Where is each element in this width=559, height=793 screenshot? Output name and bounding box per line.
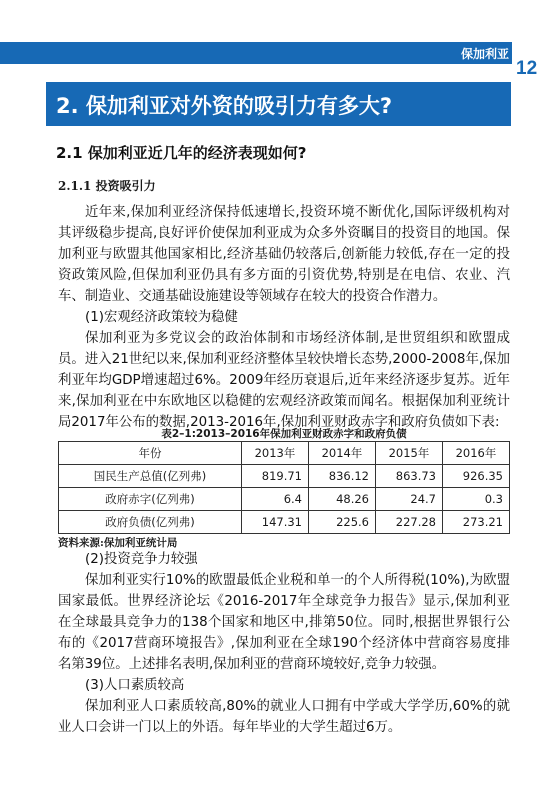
table-source: 资料来源:保加利亚统计局	[58, 537, 178, 549]
table-cell: 政府赤字(亿列弗)	[59, 488, 242, 511]
heading-macro-policy: (1)宏观经济政策较为稳健	[85, 310, 238, 325]
fiscal-table	[58, 441, 510, 534]
heading-population-quality: (3)人口素质较高	[85, 678, 185, 693]
table-cell: 227.28	[376, 511, 443, 534]
table-cell: 863.73	[376, 465, 443, 488]
body-block-1	[58, 202, 510, 433]
table-header-cell: 年份	[59, 442, 242, 465]
table-row	[59, 511, 510, 534]
table-row	[59, 465, 510, 488]
table-row	[59, 488, 510, 511]
table-cell: 政府负债(亿列弗)	[59, 511, 242, 534]
table-cell: 926.35	[443, 465, 510, 488]
table-cell: 6.4	[242, 488, 309, 511]
paragraph-macro-policy: 保加利亚为多党议会的政治体制和市场经济体制,是世贸组织和欧盟成员。进入21世纪以来,保加利亚经济整体呈较快增长态势,2000-2008年,保加利亚年均GDP增速超过6%。2009年经历衰退后,近年来经济逐步复苏。近年来,保加利亚在中东欧地区以稳健的宏观经济政策而闻名。根据保加利亚统计局2017年公布的数据,2013-2016年,保加利亚财政赤字和政府负债如下表:	[58, 331, 510, 430]
table-header-row	[59, 442, 510, 465]
paragraph-population-quality: 保加利亚人口素质较高,80%的就业人口拥有中学或大学学历,60%的就业人口会讲一门以上的外语。每年毕业的大学生超过6万。	[58, 699, 510, 735]
table-header-cell: 2015年	[376, 442, 443, 465]
table-cell: 147.31	[242, 511, 309, 534]
table-cell: 273.21	[443, 511, 510, 534]
section-title: 2.1 保加利亚近几年的经济表现如何?	[56, 144, 307, 162]
table-cell: 24.7	[376, 488, 443, 511]
body-block-2	[58, 549, 510, 738]
table-header-cell: 2014年	[309, 442, 376, 465]
table-cell: 48.26	[309, 488, 376, 511]
table-cell: 0.3	[443, 488, 510, 511]
header-band	[0, 42, 512, 64]
page-number: 12	[516, 58, 538, 79]
table-cell: 836.12	[309, 465, 376, 488]
table-cell: 225.6	[309, 511, 376, 534]
heading-competitiveness: (2)投资竞争力较强	[85, 552, 198, 567]
paragraph-intro: 近年来,保加利亚经济保持低速增长,投资环境不断优化,国际评级机构对其评级稳步提高,良好评价使保加利亚成为众多外资瞩目的投资目的地国。保加利亚与欧盟其他国家相比,经济基础仍较落后,创新能力较低,存在一定的投资政策风险,但保加利亚仍具有多方面的引资优势,特别是在电信、农业、汽车、制造业、交通基础设施建设等领域存在较大的投资合作潜力。	[58, 205, 510, 304]
table-header-cell: 2013年	[242, 442, 309, 465]
subsection-title: 2.1.1 投资吸引力	[58, 179, 156, 193]
table-caption: 表2–1:2013–2016年保加利亚财政赤字和政府负债	[161, 428, 407, 440]
table-cell: 819.71	[242, 465, 309, 488]
table-header-cell: 2016年	[443, 442, 510, 465]
header-title: 保加利亚	[460, 47, 509, 61]
chapter-title: 2. 保加利亚对外资的吸引力有多大?	[56, 94, 393, 118]
table-cell: 国民生产总值(亿列弗)	[59, 465, 242, 488]
paragraph-competitiveness: 保加利亚实行10%的欧盟最低企业税和单一的个人所得税(10%),为欧盟国家最低。世界经济论坛《2016-2017年全球竞争力报告》显示,保加利亚在全球最具竞争力的138个国家和地区中,排第50位。同时,根据世界银行公布的《2017营商环境报告》,保加利亚在全球190个经济体中营商容易度排名第39位。上述排名表明,保加利亚的营商环境较好,竞争力较强。	[58, 573, 510, 672]
